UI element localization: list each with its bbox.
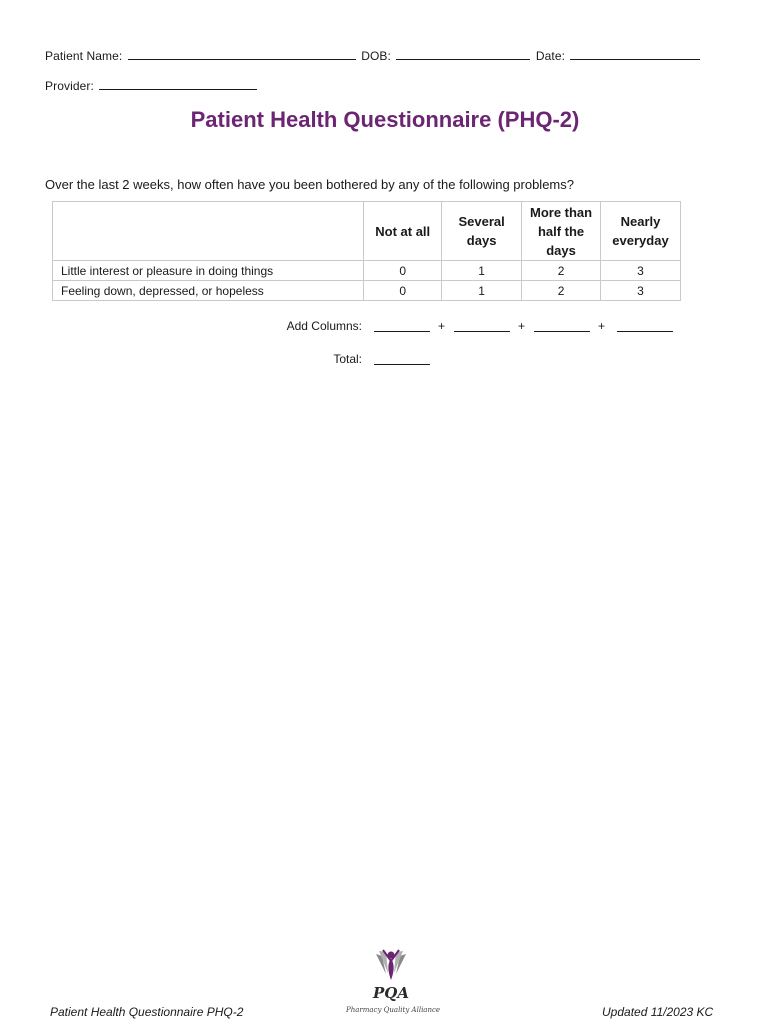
provider-line: [45, 78, 259, 93]
column-sum-field-4[interactable]: [617, 319, 673, 332]
pqa-figure-icon: [346, 946, 436, 986]
score-cell[interactable]: 2: [522, 281, 601, 301]
footer-updated: Updated 11/2023 KC: [602, 1005, 714, 1019]
total-field[interactable]: [374, 352, 430, 365]
table-row: [53, 261, 681, 281]
provider-field[interactable]: [99, 78, 257, 90]
total-label: Total:: [333, 352, 362, 366]
add-columns-row: [0, 319, 770, 339]
logo-subtext: Pharmacy Quality Alliance: [346, 1006, 441, 1014]
score-cell[interactable]: 0: [364, 281, 442, 301]
patient-name-label: Patient Name:: [45, 49, 123, 63]
question-item-1: Little interest or pleasure in doing things: [53, 261, 364, 281]
date-field[interactable]: [570, 48, 700, 60]
question-item-2: Feeling down, depressed, or hopeless: [53, 281, 364, 301]
column-header-several-days: Several days: [442, 202, 522, 261]
question-prompt: Over the last 2 weeks, how often have you been bothered by any of the following problems?: [45, 177, 574, 192]
total-row: [0, 352, 770, 372]
score-cell[interactable]: 3: [601, 261, 681, 281]
add-columns-label: Add Columns:: [286, 319, 362, 333]
table-row: [53, 281, 681, 301]
column-header-not-at-all: Not at all: [364, 202, 442, 261]
logo-text: PQA: [373, 984, 409, 1002]
score-cell[interactable]: 2: [522, 261, 601, 281]
score-cell[interactable]: 0: [364, 261, 442, 281]
footer-form-name: Patient Health Questionnaire PHQ-2: [50, 1005, 244, 1019]
score-cell[interactable]: 1: [442, 261, 522, 281]
patient-info-line: [45, 48, 702, 63]
score-cell[interactable]: 3: [601, 281, 681, 301]
dob-label: DOB:: [361, 49, 391, 63]
page-title: Patient Health Questionnaire (PHQ-2): [190, 107, 580, 132]
date-label: Date:: [535, 49, 566, 63]
table-header-row: [53, 202, 681, 261]
phq2-table: [52, 201, 681, 301]
column-header-more-than-half: More than half the days: [522, 202, 601, 261]
plus-sign: +: [518, 319, 526, 333]
dob-field[interactable]: [396, 48, 530, 60]
provider-label: Provider:: [45, 79, 94, 93]
score-cell[interactable]: 1: [442, 281, 522, 301]
plus-sign: +: [438, 319, 446, 333]
column-sum-field-3[interactable]: [534, 319, 590, 332]
column-sum-field-2[interactable]: [454, 319, 510, 332]
column-sum-field-1[interactable]: [374, 319, 430, 332]
pqa-logo: [346, 946, 441, 1020]
column-header-nearly-everyday: Nearly everyday: [601, 202, 681, 261]
plus-sign: +: [598, 319, 606, 333]
patient-name-field[interactable]: [128, 48, 356, 60]
item-column-header: [53, 202, 364, 261]
